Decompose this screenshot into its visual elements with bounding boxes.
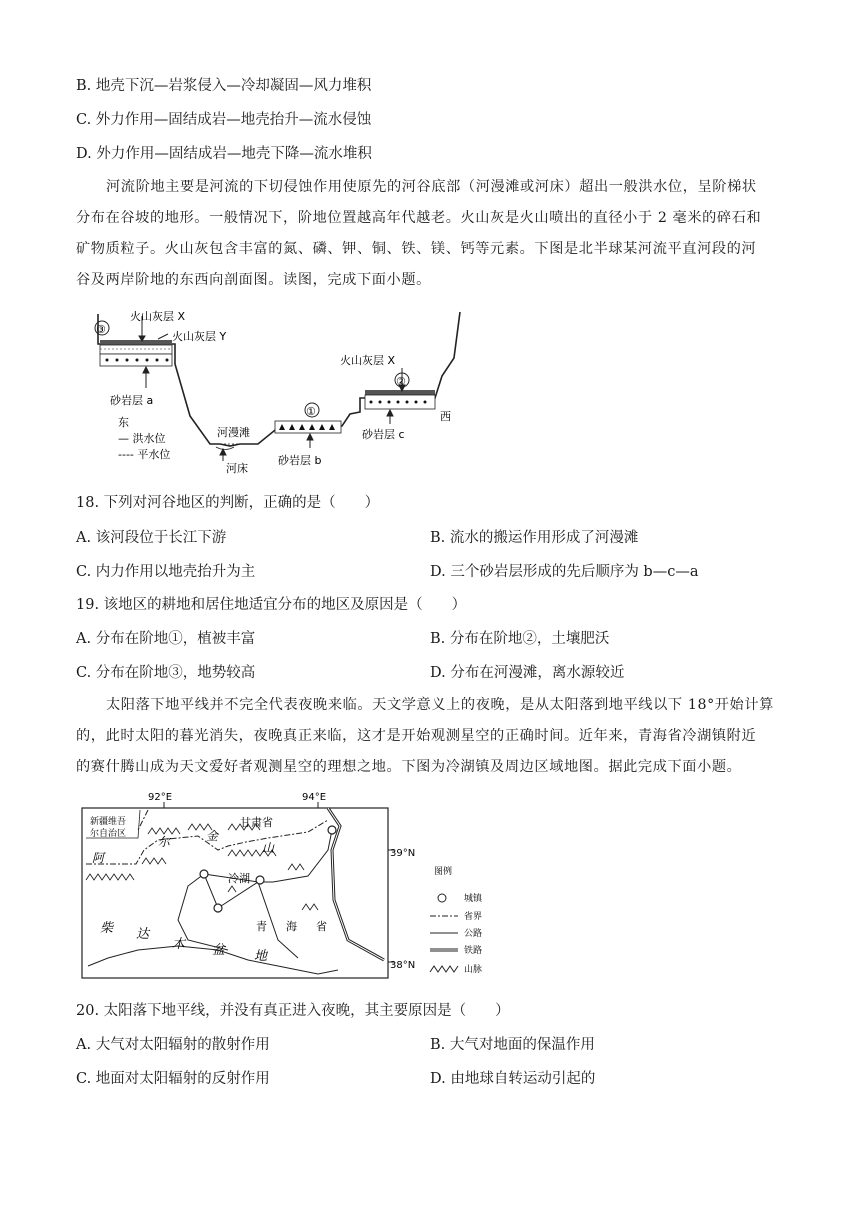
passage-astronomical-night [76,690,778,783]
map-di: 地 [254,949,268,964]
lenghu-region-map [78,790,498,990]
q20-option-b[interactable]: B. 大气对地面的保温作用 [430,1037,595,1053]
q20-option-d[interactable]: D. 由地球自转运动引起的 [430,1071,596,1087]
map-qing: 青 [256,920,267,933]
label-floodplain: 河漫滩 [217,426,250,439]
map-hai: 海 [286,920,297,933]
map-xinjiang-2: 尔自治区 [90,829,127,839]
label-west: 西 [440,410,451,423]
passage1-line2: 分布在谷坡的地形。一般情况下，阶地位置越高年代越老。火山灰是火山喷出的直径小于 2 毫米的碎石和 [76,210,762,226]
legend-town: 城镇 [464,894,483,904]
label-riverbed: 河床 [226,462,248,475]
passage2-line3: 的赛什腾山成为天文爱好者观测星空的理想之地。下图为冷湖镇及周边区域地图。据此完成下面小题。 [76,759,742,775]
label-sand-a: 砂岩层 a [110,394,154,407]
passage1-line1: 河流阶地主要是河流的下切侵蚀作用使原先的河谷底部（河漫滩或河床）超出一般洪水位，呈阶梯状 [106,179,757,195]
passage1-line4: 谷及两岸阶地的东西向剖面图。读图，完成下面小题。 [76,272,431,288]
label-ash-x-left: 火山灰层 X [130,310,186,323]
map-mu: 木 [172,937,186,952]
map-pen: 盆 [212,943,226,958]
legend-title: 图例 [434,867,453,877]
label-normal-level: ---- 平水位 [118,448,171,461]
option-d-prev: D. 外力作用—固结成岩—地壳下降—流水堆积 [76,146,372,162]
map-jin: 金 [206,829,219,843]
label-terrace-3: ③ [96,323,106,336]
map-shan: 山 [262,841,275,855]
q19-option-b[interactable]: B. 分布在阶地②，土壤肥沃 [430,631,610,647]
river-valley-cross-section [80,306,480,482]
passage2-line2: 的，此时太阳的暮光消失，夜晚真正来临，这才是开始观测星空的正确时间。近年来，青海省冷湖镇附近 [76,728,757,744]
q18-option-b[interactable]: B. 流水的搬运作用形成了河漫滩 [430,530,639,546]
passage-river-terrace [76,172,778,296]
map-lat-39: 39°N [390,848,416,859]
q20-option-a[interactable]: A. 大气对太阳辐射的散射作用 [76,1037,270,1053]
label-sand-b: 砂岩层 b [278,454,322,467]
passage2-line1: 太阳落下地平线并不完全代表夜晚来临。天文学意义上的夜晚，是从太阳落到地平线以下 18°开始计算 [106,697,774,713]
option-b-prev: B. 地壳下沉—岩浆侵入—冷却凝固—风力堆积 [76,78,372,94]
map-lon-94: 94°E [302,792,327,803]
label-sand-c: 砂岩层 c [362,428,405,441]
label-ash-y: 火山灰层 Y [172,330,227,343]
legend-border: 省界 [464,912,483,922]
label-east: 东 [118,416,129,429]
q19-stem: 19. 该地区的耕地和居住地适宜分布的地区及原因是（ ） [76,597,467,613]
q19-option-c[interactable]: C. 分布在阶地③，地势较高 [76,665,256,681]
map-gansu: 甘肃省 [240,816,273,829]
label-ash-x-right: 火山灰层 X [340,354,396,367]
label-terrace-2: ② [396,375,406,388]
label-terrace-1: ① [306,405,316,418]
map-a: 阿 [92,851,105,865]
map-da: 达 [136,927,150,942]
map-sheng: 省 [316,920,327,933]
q18-option-c[interactable]: C. 内力作用以地壳抬升为主 [76,564,256,580]
map-lat-38: 38°N [390,960,416,971]
legend-road: 公路 [464,929,483,939]
q20-option-c[interactable]: C. 地面对太阳辐射的反射作用 [76,1071,270,1087]
q18-option-d[interactable]: D. 三个砂岩层形成的先后顺序为 b—c—a [430,564,699,580]
map-chai: 柴 [100,921,114,936]
legend-mountain: 山脉 [464,965,483,975]
legend-rail: 铁路 [464,946,483,956]
q18-option-a[interactable]: A. 该河段位于长江下游 [76,530,227,546]
q19-option-d[interactable]: D. 分布在河漫滩，离水源较近 [430,665,625,681]
q20-stem: 20. 太阳落下地平线，并没有真正进入夜晚，其主要原因是（ ） [76,1003,510,1019]
map-xinjiang-1: 新疆维吾 [90,817,127,827]
map-lenghu: 冷湖 [228,872,250,885]
q19-option-a[interactable]: A. 分布在阶地①，植被丰富 [76,631,256,647]
map-er: 尔 [158,835,171,849]
option-c-prev: C. 外力作用—固结成岩—地壳抬升—流水侵蚀 [76,112,372,128]
passage1-line3: 矿物质粒子。火山灰包含丰富的氮、磷、钾、铜、铁、镁、钙等元素。下图是北半球某河流平直河段的河 [76,241,757,257]
legend-mountain-icon [430,966,458,972]
q18-stem: 18. 下列对河谷地区的判断，正确的是（ ） [76,495,380,511]
label-flood-level: — 洪水位 [118,432,166,445]
map-lon-92: 92°E [148,792,173,803]
legend-town-icon [438,894,446,902]
